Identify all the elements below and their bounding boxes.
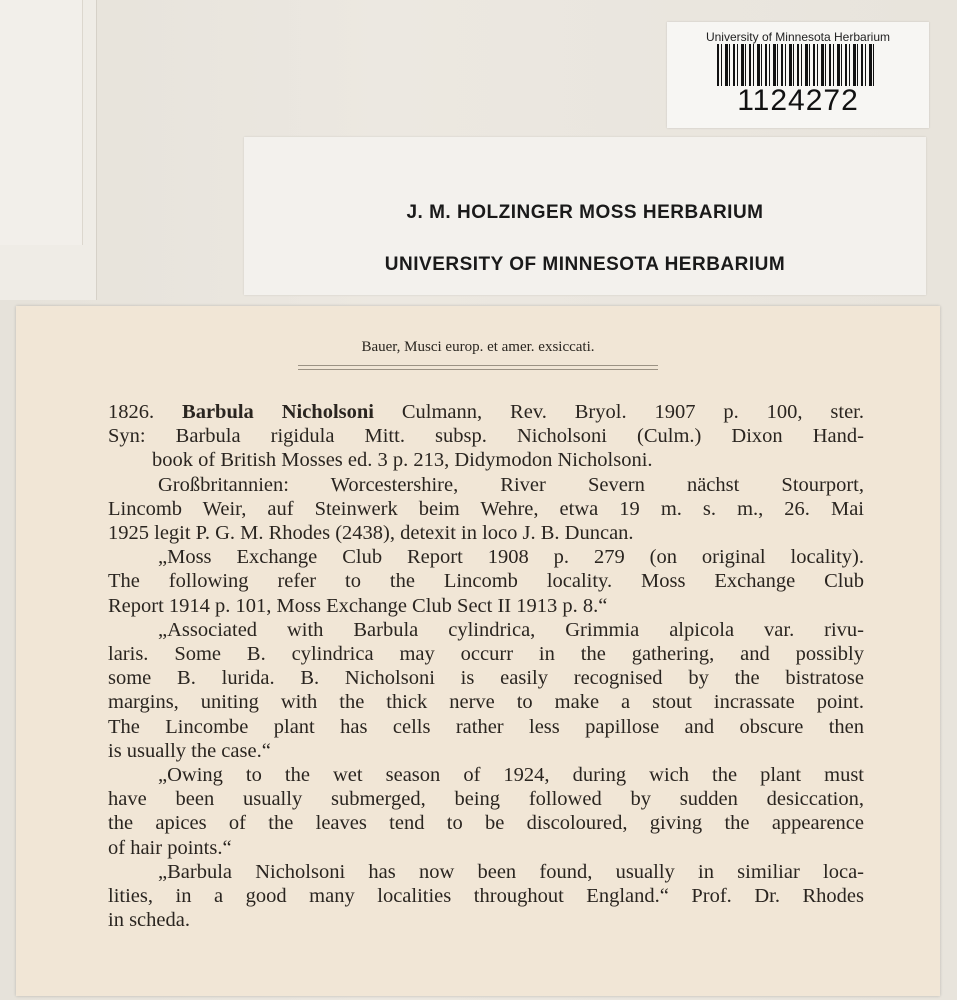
- text-line: „Moss Exchange Club Report 1908 p. 279 (on original locality).: [158, 546, 864, 569]
- series-title: Bauer, Musci europ. et amer. exsiccati.: [361, 339, 595, 355]
- text-line: Report 1914 p. 101, Moss Exchange Club Sect II 1913 p. 8.“: [108, 594, 608, 617]
- text-line: 1826. Barbula Nicholsoni Culmann, Rev. Bryol. 1907 p. 100, ster.: [108, 401, 864, 423]
- barcode-institution: University of Minnesota Herbarium: [705, 30, 891, 44]
- text-line: Großbritannien: Worcestershire, River Severn nächst Stourport,: [158, 473, 864, 496]
- text-line: margins, uniting with the thick nerve to make a stout incrassate point.: [108, 691, 864, 714]
- text-line: The following refer to the Lincomb locality. Moss Exchange Club: [108, 570, 864, 593]
- catalog-number: 1124272: [737, 84, 859, 117]
- text-line: book of British Mosses ed. 3 p. 213, Didymodon Nicholsoni.: [152, 449, 653, 472]
- text-line: is usually the case.“: [108, 739, 271, 762]
- barcode-label: [667, 22, 929, 128]
- text-line: The Lincombe plant has cells rather less papillose and obscure then: [108, 715, 864, 738]
- text-line: „Barbula Nicholsoni has now been found, usually in similiar loca-: [158, 860, 864, 883]
- specimen-text: [108, 400, 864, 932]
- text-line: in scheda.: [108, 909, 190, 932]
- divider: [298, 365, 658, 366]
- exsiccata-number: 1826.: [108, 401, 155, 423]
- text-line: Lincomb Weir, auf Steinwerk beim Wehre, etwa 19 m. s. m., 26. Mai: [108, 497, 864, 520]
- divider: [298, 369, 658, 370]
- specimen-label: [16, 306, 940, 996]
- text-line: „Owing to the wet season of 1924, during wich the plant must: [158, 764, 864, 787]
- text-line: „Associated with Barbula cylindrica, Grimmia alpicola var. rivu-: [158, 618, 864, 641]
- text-line: laris. Some B. cylindrica may occurr in the gathering, and possibly: [108, 643, 864, 666]
- herbarium-label-line2: UNIVERSITY OF MINNESOTA HERBARIUM: [384, 254, 786, 275]
- text-line: the apices of the leaves tend to be discoloured, giving the appearence: [108, 812, 864, 835]
- text-line: have been usually submerged, being followed by sudden desiccation,: [108, 788, 864, 811]
- text-line: lities, in a good many localities throughout England.“ Prof. Dr. Rhodes: [108, 885, 864, 908]
- barcode-icon: [717, 44, 877, 86]
- text-line: some B. lurida. B. Nicholsoni is easily recognised by the bistratose: [108, 667, 864, 690]
- herbarium-label: [244, 137, 926, 295]
- herbarium-label-line1: J. M. HOLZINGER MOSS HERBARIUM: [406, 202, 764, 223]
- text-line: Syn: Barbula rigidula Mitt. subsp. Nicholsoni (Culm.) Dixon Hand-: [108, 425, 864, 448]
- taxon-name: Barbula Nicholsoni: [182, 401, 374, 423]
- text-line: 1925 legit P. G. M. Rhodes (2438), detexit in loco J. B. Duncan.: [108, 522, 634, 545]
- paper-strip-inner: [0, 0, 83, 245]
- text-line: of hair points.“: [108, 836, 232, 859]
